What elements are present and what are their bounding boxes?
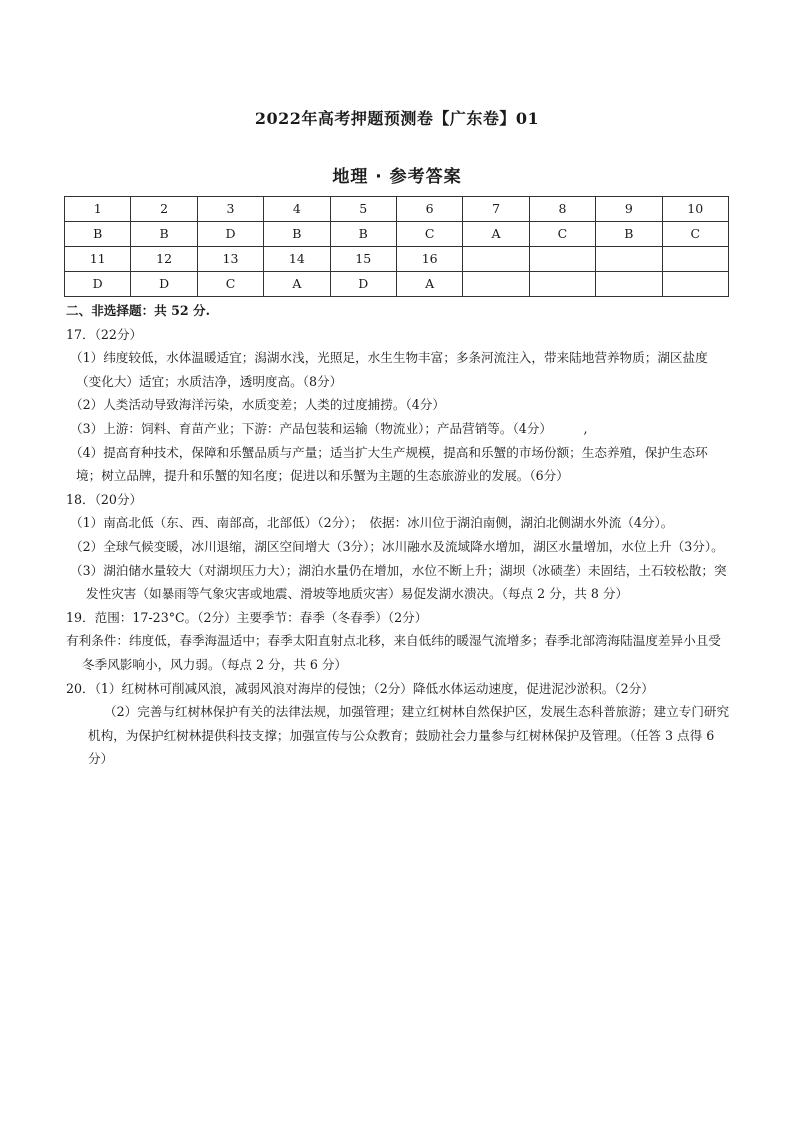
q19-range: 19．范围：17-23°C。（2分）主要季节：春季（冬春季）（2分）: [66, 609, 428, 625]
answer-cell: B: [330, 222, 396, 247]
answer-row: [65, 222, 729, 247]
question-number-cell: [662, 247, 728, 272]
page-title: 2022年高考押题预测卷【广东卷】01: [254, 109, 540, 128]
question-number-cell: 6: [396, 197, 462, 222]
question-number-cell: [463, 247, 529, 272]
answer-cell: D: [330, 272, 396, 297]
answer-body: [66, 299, 730, 771]
answer-table-body: [65, 197, 729, 297]
question-number-cell: 1: [65, 197, 131, 222]
q17-part4: （4）提高育种技术，保障和乐蟹品质与产量；适当扩大生产规模，提高和乐蟹的市场份额；生态养殖，保护生态环境；树立品牌，提升和乐蟹的知名度；促进以和乐蟹为主题的生态旅游业的发展。（6分）: [70, 444, 708, 484]
answer-cell: A: [264, 272, 330, 297]
question-number-cell: 10: [662, 197, 728, 222]
answer-cell: C: [197, 272, 263, 297]
question-number-row: [65, 197, 729, 222]
answer-cell: B: [65, 222, 131, 247]
answer-table: [64, 196, 729, 297]
answer-cell: B: [596, 222, 662, 247]
question-number-cell: 14: [264, 247, 330, 272]
question-number-row: [65, 247, 729, 272]
answer-cell: D: [65, 272, 131, 297]
page-subtitle: 地理 · 参考答案: [332, 167, 462, 187]
question-number-cell: 4: [264, 197, 330, 222]
answer-cell: C: [396, 222, 462, 247]
question-number-cell: 2: [131, 197, 197, 222]
question-number-cell: 8: [529, 197, 595, 222]
q17-heading: 17．（22分）: [66, 326, 143, 342]
question-number-cell: 15: [330, 247, 396, 272]
q18-part2: （2）全球气候变暖，冰川退缩，湖区空间增大（3分）；冰川融水及流域降水增加，湖区水量增加，水位上升（3分）。: [70, 538, 724, 554]
question-number-cell: [596, 247, 662, 272]
q17-part3: （3）上游：饲料、育苗产业；下游：产品包装和运输（物流业）；产品营销等。（4分） ,: [70, 420, 588, 436]
answer-cell: [662, 272, 728, 297]
question-number-cell: 7: [463, 197, 529, 222]
answer-cell: [596, 272, 662, 297]
answer-cell: C: [529, 222, 595, 247]
q19-conditions: 有利条件：纬度低，春季海温适中；春季太阳直射点北移，来自低纬的暖湿气流增多；春季北部湾海陆温度差异小且受冬季风影响小，风力弱。（每点 2 分，共 6 分）: [66, 633, 721, 672]
q17-part1: （1）纬度较低，水体温暖适宜；潟湖水浅，光照足，水生生物丰富；多条河流注入，带来陆地营养物质；湖区盐度（变化大）适宜；水质洁净，透明度高。（8分）: [70, 350, 708, 389]
answer-cell: D: [131, 272, 197, 297]
question-number-cell: 5: [330, 197, 396, 222]
answer-cell: [529, 272, 595, 297]
q20-part2: （2）完善与红树林保护有关的法律法规，加强管理；建立红树林自然保护区，发展生态科普旅游；建立专门研究机构，为保护红树林提供科技支撑；加强宣传与公众教育；鼓励社会力量参与红树林保护及管理。（任答 3 点得 6 分）: [88, 704, 730, 767]
answer-cell: D: [197, 222, 263, 247]
question-number-cell: 13: [197, 247, 263, 272]
answer-cell: C: [662, 222, 728, 247]
question-number-cell: 11: [65, 247, 131, 272]
answer-cell: B: [264, 222, 330, 247]
question-number-cell: [529, 247, 595, 272]
q18-heading: 18．（20分）: [66, 491, 143, 507]
answer-cell: B: [131, 222, 197, 247]
q18-part1: （1）南高北低（东、西、南部高，北部低）（2分）； 依据：冰川位于湖泊南侧，湖泊北侧湖水外流（4分）。: [70, 515, 674, 531]
answer-cell: [463, 272, 529, 297]
answer-cell: A: [463, 222, 529, 247]
answer-cell: A: [396, 272, 462, 297]
section-heading: 二、非选择题：共 52 分.: [66, 303, 211, 318]
q20-part1: 20．（1）红树林可削减风浪，减弱风浪对海岸的侵蚀；（2分）降低水体运动速度，促进泥沙淤积。（2分）: [66, 680, 654, 696]
question-number-cell: 3: [197, 197, 263, 222]
question-number-cell: 9: [596, 197, 662, 222]
question-number-cell: 12: [131, 247, 197, 272]
question-number-cell: 16: [396, 247, 462, 272]
q18-part3: （3）湖泊储水量较大（对湖坝压力大）；湖泊水量仍在增加，水位不断上升；湖坝（冰碛垄）未固结，土石较松散；突发性灾害（如暴雨等气象灾害或地震、滑坡等地质灾害）易促发湖水溃决。（每点 2 分，共 8 分）: [70, 562, 727, 602]
answer-row: [65, 272, 729, 297]
q17-part2: （2）人类活动导致海洋污染，水质变差；人类的过度捕捞。（4分）: [70, 397, 445, 413]
